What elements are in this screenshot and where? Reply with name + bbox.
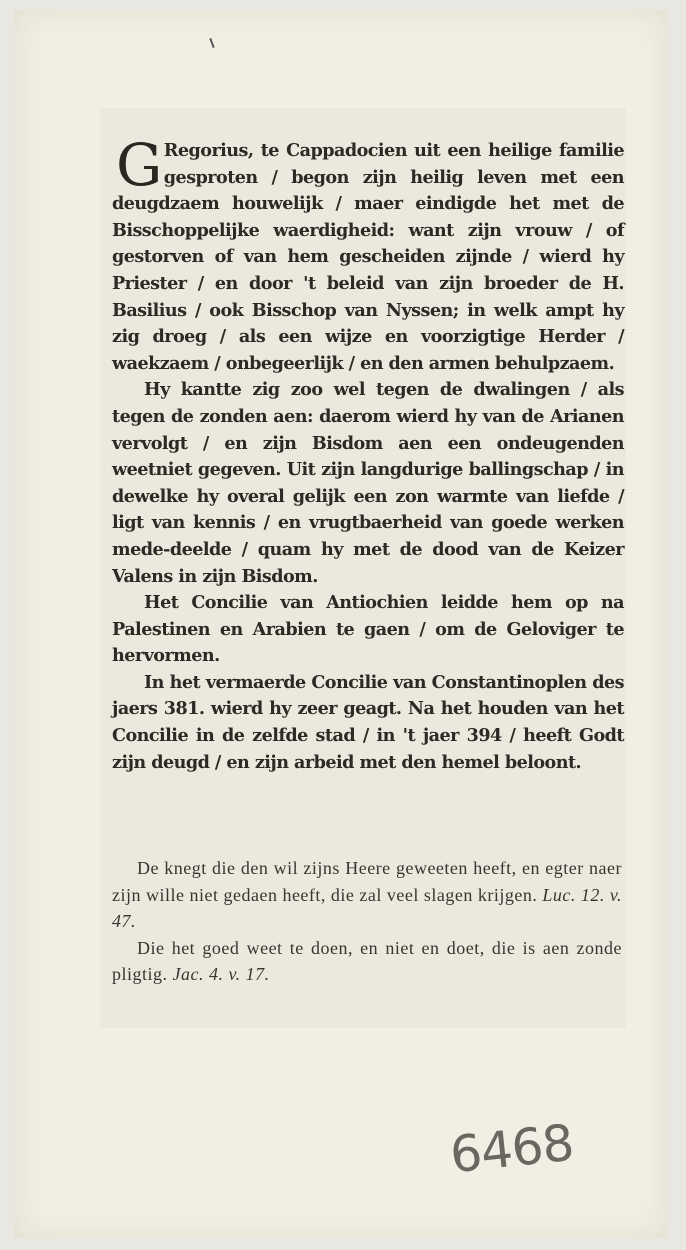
paragraph-3: Het Concilie van Antiochien leidde hem op na Palestinen en Arabien te gaen / om de Geloviger te hervormen. [112, 592, 624, 667]
paragraph-4: In het vermaerde Concilie van Constantinoplen des jaers 381. wierd hy zeer geagt. Na het houden van het Concilie in de zelfde stad / in 't jaer 394 / heeft Godt zijn deugd / en zijn arbeid met den hemel beloont. [112, 671, 624, 773]
quote-2 [112, 935, 622, 988]
scripture-quotes [112, 855, 622, 988]
paragraph-1 [112, 131, 624, 377]
quote-1-reference: Luc. 12. v. 47. [112, 884, 622, 931]
quote-1-text: De knegt die den wil zijns Heere geweeten heeft, en egter naer zijn wille niet gedaen heeft, die zal veel slagen krijgen. [112, 858, 622, 905]
quote-2-reference: Jac. 4. v. 17. [172, 964, 270, 984]
quote-1 [112, 855, 622, 935]
drop-cap: G [116, 131, 162, 199]
paragraph-1-text: Regorius, te Cappadocien uit een heilige familie gesproten / begon zijn heilig leven met een deugdzaem houwelijk / maer eindigde het met de Bisschoppelijke waerdigheid: want zijn vrouw / of gestorven of van hem gescheiden zijnde / wierd hy Priester / en door 't beleid van zijn broeder de H. Basilius / ook Bisschop van Nyssen; in welk ampt hy zig droeg / als een wijze en voorzigtige Herder / waekzaem / onbegeerlijk / en den armen behulpzaem. [112, 140, 624, 374]
main-text [112, 131, 624, 776]
paragraph-2: Hy kantte zig zoo wel tegen de dwalingen / als tegen de zonden aen: daerom wierd hy van de Arianen vervolgt / en zijn Bisdom aen een ondeugenden weetniet gegeven. Uit zijn langdurige ballingschap / in dewelke hy overal gelijk een zon warmte van liefde / ligt van kennis / en vrugtbaerheid van goede werken mede-deelde / quam hy met de dood van de Keizer Valens in zijn Bisdom. [112, 379, 624, 587]
handwritten-inventory-number: 6468 [447, 1113, 576, 1185]
quote-2-text: Die het goed weet te doen, en niet en doet, die is aen zonde pligtig. [112, 937, 622, 984]
